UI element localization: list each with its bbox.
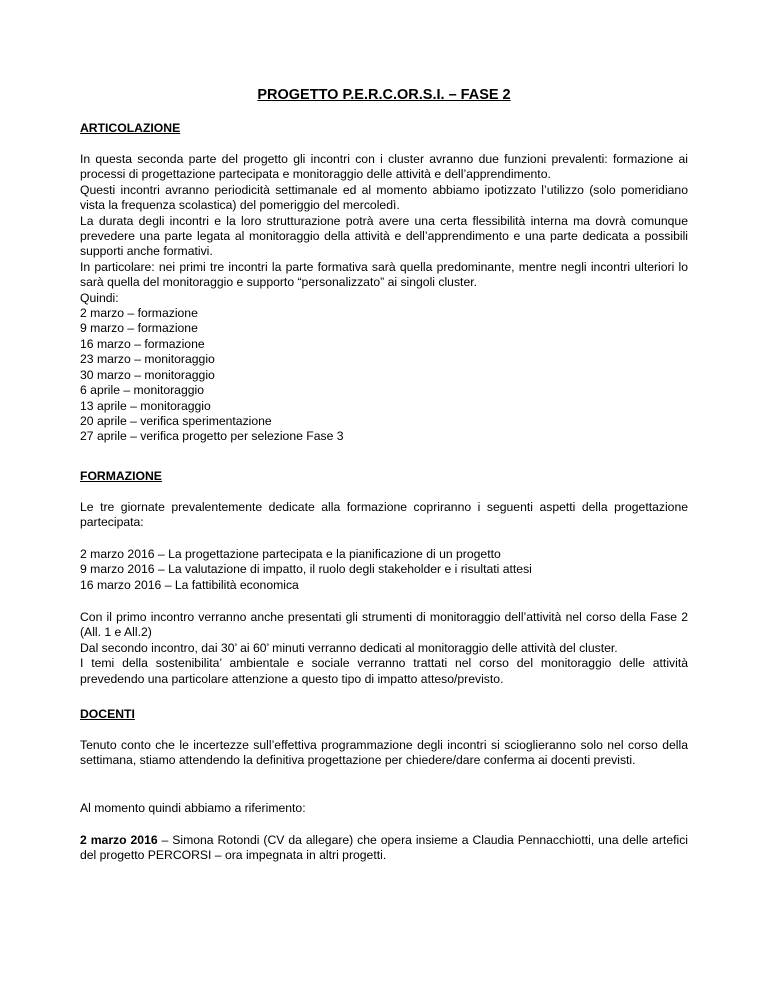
paragraph: Le tre giornate prevalentemente dedicate alla formazione copriranno i seguenti aspetti della progettazione partecipata: <box>80 500 688 530</box>
section-formazione <box>80 469 688 484</box>
paragraph: Con il primo incontro verranno anche presentati gli strumenti di monitoraggio dell’attività nel corso della Fase 2 (All. 1 e All.2) <box>80 610 688 640</box>
schedule-item: 16 marzo – formazione <box>80 336 205 351</box>
schedule-item: 30 marzo – monitoraggio <box>80 367 215 382</box>
paragraph: In questa seconda parte del progetto gli incontri con i cluster avranno due funzioni prevalenti: formazione ai processi di progettazione partecipata e monitoraggio delle attività e dell’apprendimento. <box>80 152 688 182</box>
schedule-item: 20 aprile – verifica sperimentazione <box>80 413 272 428</box>
docente-text: – Simona Rotondi (CV da allegare) che opera insieme a Claudia Pennacchiotti, una delle artefici del progetto PERCORSI – ora impegnata in altri progetti. <box>80 833 688 863</box>
formazione-item: 16 marzo 2016 – La fattibilità economica <box>80 577 299 592</box>
schedule-item: 27 aprile – verifica progetto per selezione Fase 3 <box>80 429 344 444</box>
heading-articolazione: ARTICOLAZIONE <box>80 121 181 135</box>
quindi-label: Quindi: <box>80 290 119 305</box>
paragraph: In particolare: nei primi tre incontri la parte formativa sarà quella predominante, mentre negli incontri ulteriori lo sarà quella del monitoraggio e supporto “personalizzato” ai singoli cluster. <box>80 259 688 290</box>
paragraph: I temi della sostenibilita’ ambientale e sociale verranno trattati nel corso del monitoraggio delle attività prevedendo una particolare attenzione a questo tipo di impatto atteso/previsto. <box>80 656 688 686</box>
docenti-p2 <box>80 801 688 816</box>
paragraph <box>80 833 688 864</box>
section-docenti <box>80 707 688 722</box>
document-title: PROGETTO P.E.R.C.OR.S.I. – FASE 2 <box>257 87 511 103</box>
paragraph: Al momento quindi abbiamo a riferimento: <box>80 801 306 815</box>
schedule-item: 9 marzo – formazione <box>80 321 198 336</box>
paragraph: Dal secondo incontro, dai 30’ ai 60’ minuti verranno dedicati al monitoraggio delle attività del cluster. <box>80 640 618 655</box>
schedule-item: 13 aprile – monitoraggio <box>80 398 211 413</box>
formazione-intro <box>80 500 688 531</box>
articolazione-body <box>80 152 688 445</box>
docenti-p1 <box>80 738 688 769</box>
docente-date: 2 marzo 2016 <box>80 833 158 847</box>
paragraph: Tenuto conto che le incertezze sull’effettiva programmazione degli incontri si scioglieranno solo nel corso della settimana, stiamo attendendo la definitiva progettazione per chiedere/dare conferma ai docenti previsti. <box>80 738 688 768</box>
docenti-p3 <box>80 833 688 864</box>
section-articolazione <box>80 121 688 136</box>
paragraph: Questi incontri avranno periodicità settimanale ed al momento abbiamo ipotizzato l’utilizzo (solo pomeridiano vista la frequenza scolastica) del pomeriggio del mercoledì. <box>80 182 688 213</box>
schedule-item: 6 aprile – monitoraggio <box>80 383 204 398</box>
formazione-list <box>80 547 688 593</box>
heading-docenti: DOCENTI <box>80 707 135 721</box>
formazione-item: 2 marzo 2016 – La progettazione partecipata e la pianificazione di un progetto <box>80 547 501 561</box>
heading-formazione: FORMAZIONE <box>80 469 162 483</box>
formazione-item: 9 marzo 2016 – La valutazione di impatto, il ruolo degli stakeholder e i risultati attesi <box>80 562 532 577</box>
paragraph: La durata degli incontri e la loro strutturazione potrà avere una certa flessibilità interna ma dovrà comunque prevedere una parte legata al monitoraggio della attività e dell’apprendimento e una parte dedicata a possibili supporti anche formativi. <box>80 213 688 259</box>
schedule-item: 23 marzo – monitoraggio <box>80 352 215 367</box>
schedule-item: 2 marzo – formazione <box>80 306 198 321</box>
formazione-body <box>80 610 688 687</box>
